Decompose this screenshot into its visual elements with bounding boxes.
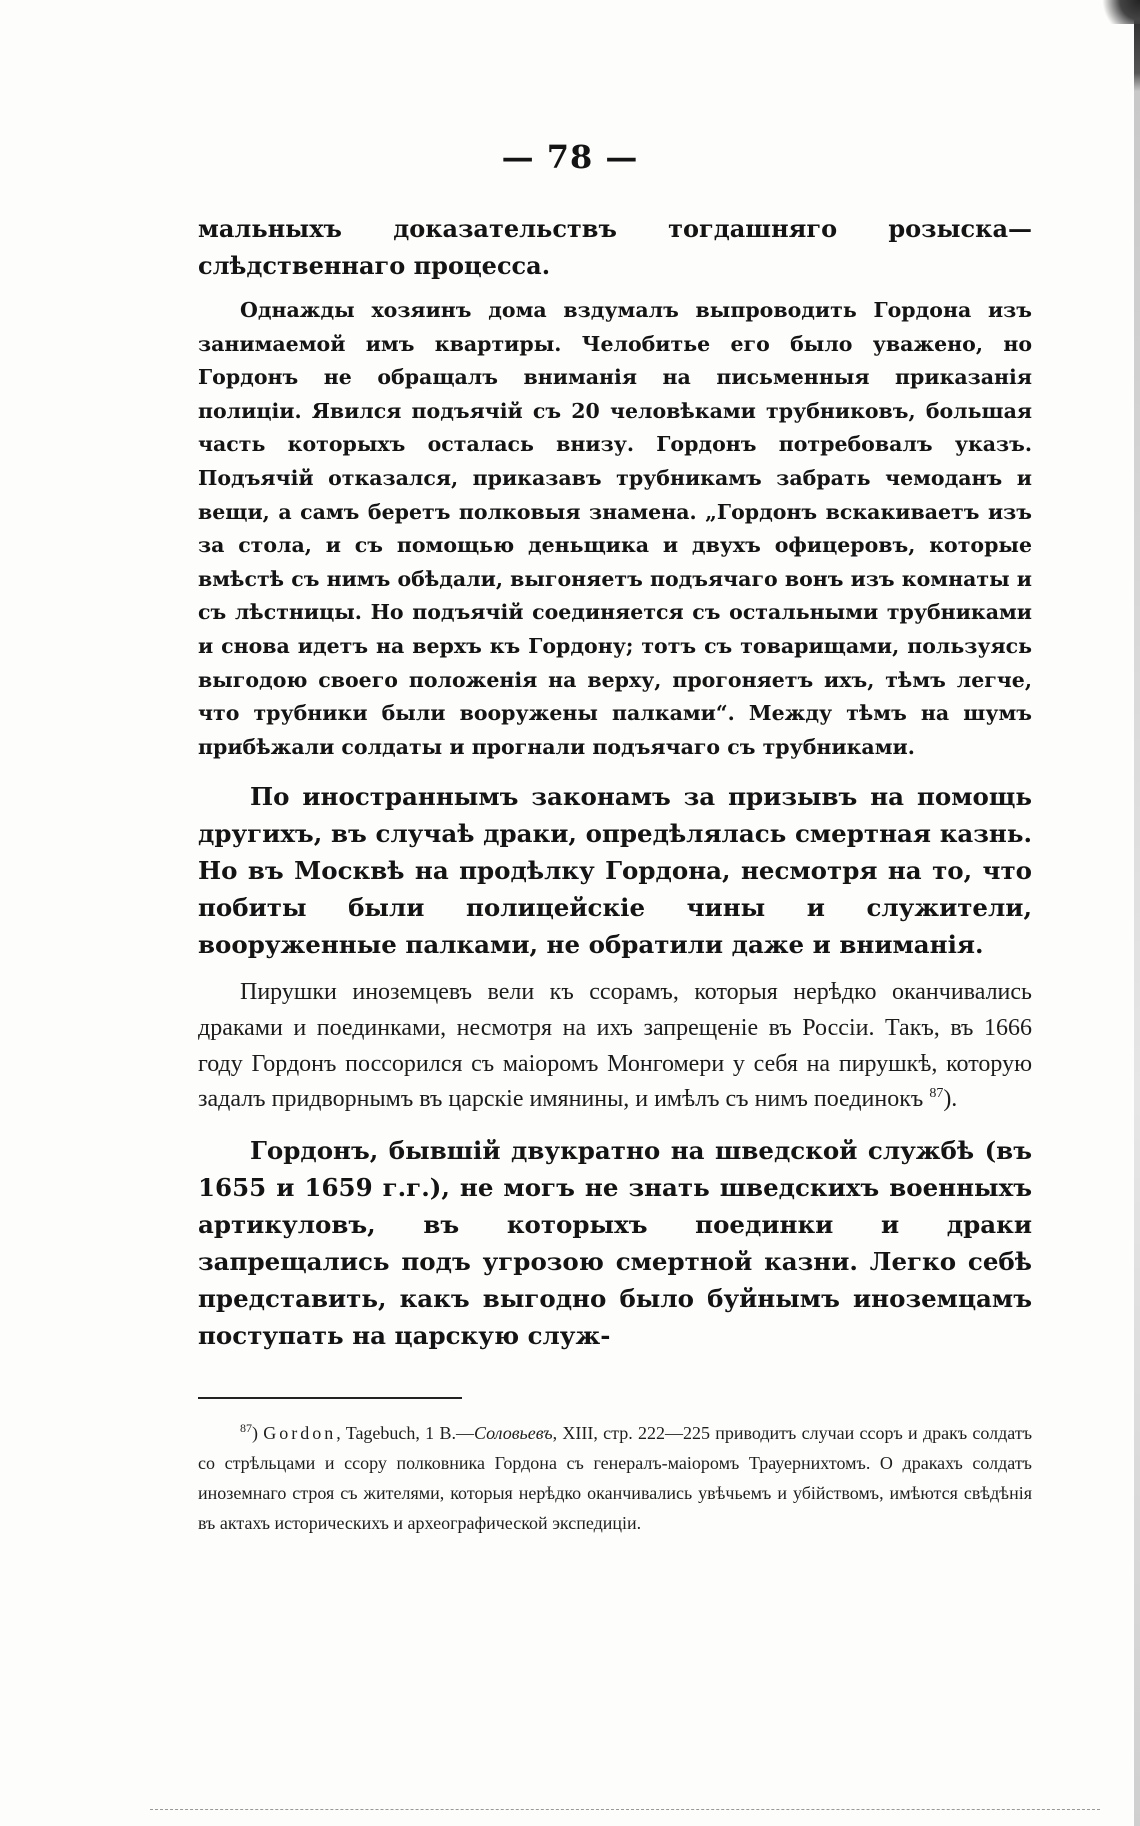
- paragraph-foreign-laws: По иностраннымъ законамъ за призывъ на помощь другихъ, въ случаѣ драки, опредѣлялась смертная казнь. Но въ Москвѣ на продѣлку Гордона, несмотря на то, что побиты были полицейскіе чины и служители, вооруженные палками, не обратили даже и вниманія.: [198, 782, 1032, 960]
- page-number: — 78 —: [501, 138, 639, 176]
- scan-corner-mark: [1096, 0, 1140, 24]
- footnote-source: , Tagebuch, 1 B.—: [336, 1423, 474, 1443]
- paragraph-feasts-end: ).: [943, 1086, 958, 1113]
- footnote-text: , XIII, стр. 222—225 приводитъ случаи ссоръ и дракъ солдатъ со стрѣльцами и ссору полковника Гордона съ генералъ-маіоромъ Трауернихтомъ. О дракахъ солдатъ иноземнаго строя съ жителями, которыя нерѣдко оканчивались увѣчьемъ и убійствомъ, имѣются свѣдѣнія въ актахъ историческихъ и археографической экспедиціи.: [198, 1423, 1033, 1533]
- footnote: [198, 1418, 1032, 1538]
- footnote-mark-close: ): [252, 1423, 258, 1443]
- scan-bottom-edge: [150, 1809, 1100, 1810]
- paragraph-swedish-service: Гордонъ, бывшій двукратно на шведской службѣ (въ 1655 и 1659 г.г.), не могъ не знать шведскихъ военныхъ артикуловъ, въ которыхъ поединки и драки запрещались подъ угрозою смертной казни. Легко себѣ представить, какъ выгодно было буйнымъ иноземцамъ поступать на царскую служ-: [198, 1135, 1032, 1350]
- paragraph-feasts: [198, 975, 1032, 1117]
- footnote-divider: [198, 1397, 462, 1399]
- main-text: [198, 210, 1032, 1354]
- scan-edge-shadow: [1134, 0, 1140, 1826]
- paragraph-continuation: мальныхъ доказательствъ тогдашняго розыска—слѣдственнаго процесса.: [198, 214, 1032, 280]
- footnote-mark: 87: [240, 1421, 252, 1435]
- paragraph-feasts-text: Пирушки иноземцевъ вели къ ссорамъ, которыя нерѣдко оканчивались драками и поединками, несмотря на ихъ запрещеніе въ Россіи. Такъ, въ 1666 году Гордонъ поссорился съ маіоромъ Монгомери у себя на пирушкѣ, которую задалъ придворнымъ въ царскіе имянины, и имѣлъ съ нимъ поединокъ: [198, 979, 1032, 1113]
- footnote-cited-author: Соловьевъ: [473, 1423, 553, 1443]
- footnote-author: Gordon: [263, 1423, 337, 1443]
- footnote-reference[interactable]: 87: [929, 1086, 944, 1102]
- paragraph-eviction: Однажды хозяинъ дома вздумалъ выпроводить Гордона изъ занимаемой имъ квартиры. Челобитье его было уважено, но Гордонъ не обращалъ вниманія на письменныя приказанія полиціи. Явился подъячій съ 20 человѣками трубниковъ, большая часть которыхъ осталась внизу. Гордонъ потребовалъ указъ. Подъячій отказался, приказавъ трубникамъ забрать чемоданъ и вещи, а самъ беретъ полковыя знамена. „Гордонъ вскакиваетъ изъ за стола, и съ помощью деньщика и двухъ офицеровъ, которые вмѣстѣ съ нимъ обѣдали, выгоняетъ подъячаго вонъ изъ комнаты и съ лѣстницы. Но подъячій соединяется съ остальными трубниками и снова идетъ на верхъ къ Гордону; тотъ съ товарищами, пользуясь выгодою своего положенія на верху, прогоняетъ ихъ, тѣмъ легче, что трубники были вооружены палками“. Между тѣмъ на шумъ прибѣжали солдаты и прогнали подъячаго съ трубниками.: [198, 298, 1032, 759]
